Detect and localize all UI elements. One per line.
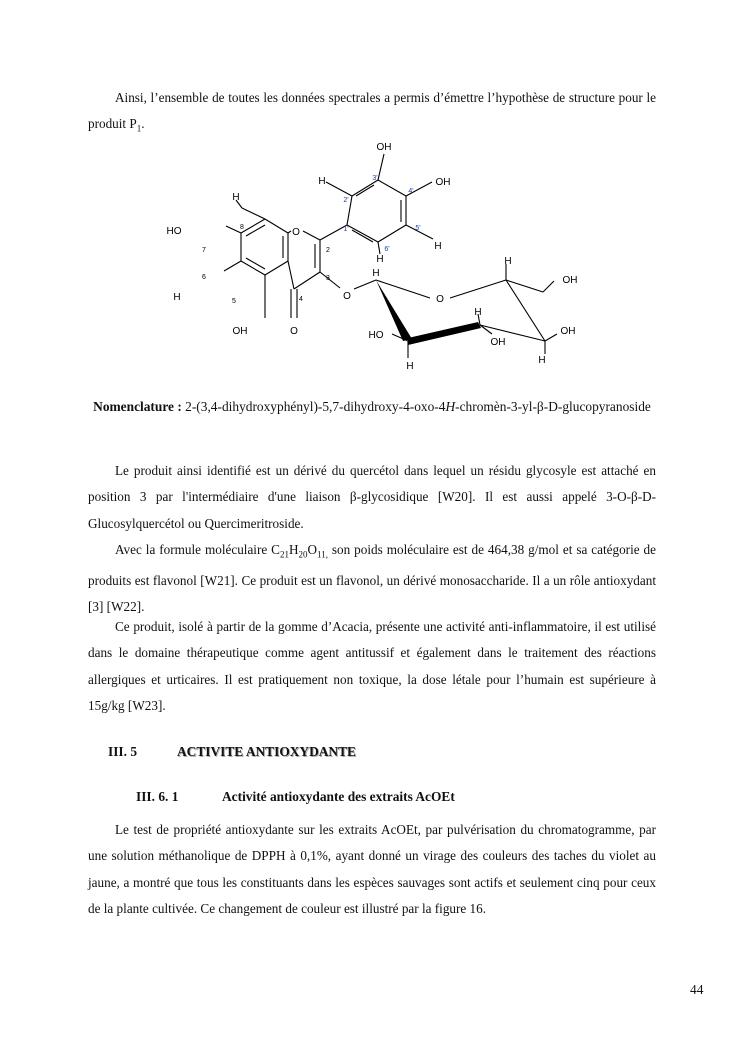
locant-7: 7 — [202, 247, 206, 254]
oh-4prime: OH — [435, 177, 451, 188]
sugar-ring-oxygen: O — [436, 294, 444, 305]
section-title: ACTIVITE ANTIOXYDANTE — [177, 744, 356, 759]
oh-6-sugar: OH — [562, 275, 578, 286]
locant-4: 4 — [299, 296, 303, 303]
derivative-paragraph: Le produit ainsi identifié est un dérivé du quercétol dans lequel un résidu glycosyle est attaché en position 3 par l'intermédiaire d'une liaison β-glycosidique [W20]. Il est aussi appelé 3-O-β-D-Glucosylquercétol ou Quercimeritroside. — [88, 463, 656, 531]
ho-2-sugar: HO — [368, 330, 384, 341]
subsection-number: III. 6. 1 — [136, 789, 179, 804]
locant-6prime: 6' — [384, 246, 390, 253]
h-4-sugar: H — [474, 307, 482, 318]
locant-2: 2 — [326, 247, 330, 254]
chemical-structure-figure — [160, 138, 600, 373]
acacia-paragraph: Ce produit, isolé à partir de la gomme d’Acacia, présente une activité anti-inflammatoire, il est utilisé dans le domaine thérapeutique comme agent antitussif et également dans le traitement des réactions allergiques et urticaires. Il est pratiquement non toxique, la dose létale pour l’humain est supérieure à 15g/kg [W23]. — [88, 619, 656, 713]
formula-paragraph: Avec la formule moléculaire $C_{21}H_{20}O_{11,}$ son poids moléculaire est de 464,38 g/mol et sa catégorie de produits est flavonol [W21]. Ce produit est un flavonol, un dérivé monosaccharide. Il a un rôle antioxydant [3] [W22]. — [88, 542, 656, 615]
section-number: III. 5 — [108, 744, 138, 759]
page-number: 44 — [690, 982, 704, 997]
h-8: H — [232, 192, 240, 203]
test-paragraph: Le test de propriété antioxydante sur les extraits AcOEt, par pulvérisation du chromatogramme, par une solution méthanolique de DPPH à 0,1%, ayant donné un virage des couleurs des taches du violet au jaune, a montré que tous les constituants dans les espèces sauvages sont actifs et seulement cinq pour ceux de la plante cultivée. Ce changement de couleur est illustré par la figure 16. — [88, 822, 656, 916]
subsection-title: Activité antioxydante des extraits AcOEt — [222, 789, 455, 804]
locant-3: 3 — [326, 275, 330, 282]
oh-3prime: OH — [376, 142, 392, 153]
h-2-sugar: H — [406, 361, 414, 372]
oh-4-sugar: OH — [560, 326, 576, 337]
h-1-sugar: H — [372, 268, 380, 279]
locant-5prime: 5' — [415, 225, 421, 232]
locant-1prime: 1' — [343, 226, 349, 233]
ketone-oxygen: O — [290, 326, 298, 337]
h-3-sugar: H — [538, 355, 546, 366]
h-5-sugar: H — [504, 256, 512, 267]
locant-6: 6 — [202, 274, 206, 281]
ring-oxygen: O — [292, 227, 300, 238]
h-6: H — [173, 292, 181, 303]
locant-5: 5 — [232, 298, 236, 305]
ho-7: HO — [166, 226, 182, 237]
oh-5: OH — [232, 326, 248, 337]
locant-4prime: 4' — [408, 188, 414, 195]
intro-paragraph: Ainsi, l’ensemble de toutes les données spectrales a permis d’émettre l’hypothèse de structure pour le produit $P_1$. — [88, 90, 656, 134]
locant-2prime: 2' — [343, 197, 349, 204]
oh-3-sugar: OH — [490, 337, 506, 348]
h-5prime: H — [434, 241, 442, 252]
glycosidic-oxygen: O — [343, 291, 351, 302]
locant-8: 8 — [240, 224, 244, 231]
h-2prime: H — [318, 176, 326, 187]
locant-3prime: 3' — [372, 175, 378, 182]
nomenclature: Nomenclature : 2-(3,4-dihydroxyphényl)-5,7-dihydroxy-4-oxo-4H-chromèn-3-yl-β-D-glucopyranoside — [93, 399, 651, 414]
h-6prime: H — [376, 254, 384, 265]
